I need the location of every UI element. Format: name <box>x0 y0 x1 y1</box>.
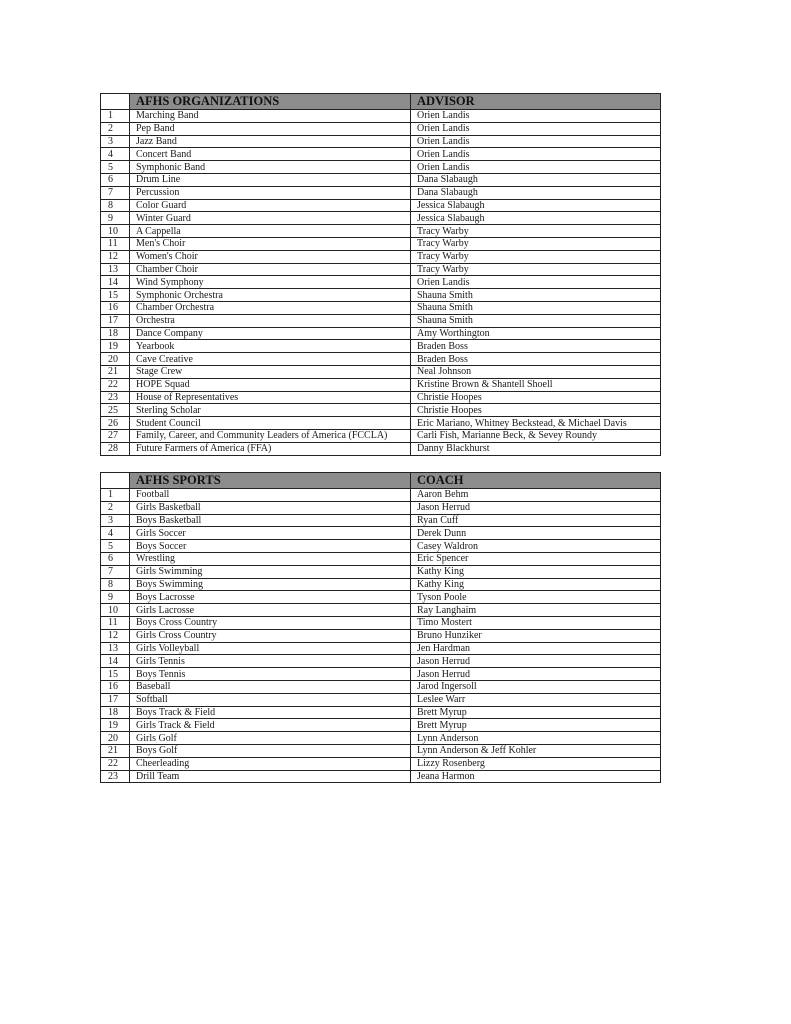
row-person: Tracy Warby <box>411 225 661 238</box>
row-number: 19 <box>101 340 130 353</box>
table-row <box>101 565 661 578</box>
sports-header-title: AFHS SPORTS <box>130 473 411 489</box>
row-number: 22 <box>101 757 130 770</box>
row-person: Neal Johnson <box>411 365 661 378</box>
row-person: Ray Langhaim <box>411 604 661 617</box>
table-row <box>101 365 661 378</box>
row-person: Orien Landis <box>411 148 661 161</box>
row-person: Danny Blackhurst <box>411 442 661 455</box>
row-name: Drum Line <box>130 173 411 186</box>
row-person: Carli Fish, Marianne Beck, & Sevey Roundy <box>411 429 661 442</box>
row-person: Christie Hoopes <box>411 404 661 417</box>
table-row <box>101 148 661 161</box>
row-name: Girls Cross Country <box>130 629 411 642</box>
table-row <box>101 161 661 174</box>
table-row <box>101 353 661 366</box>
table-row <box>101 404 661 417</box>
sports-table <box>100 472 661 783</box>
row-number: 15 <box>101 289 130 302</box>
row-person: Brett Myrup <box>411 706 661 719</box>
row-name: Boys Swimming <box>130 578 411 591</box>
table-row <box>101 527 661 540</box>
row-name: Women's Choir <box>130 250 411 263</box>
row-name: Concert Band <box>130 148 411 161</box>
table-row <box>101 552 661 565</box>
sports-header-row <box>101 473 661 489</box>
row-name: Sterling Scholar <box>130 404 411 417</box>
row-person: Bruno Hunziker <box>411 629 661 642</box>
row-number: 3 <box>101 135 130 148</box>
row-number: 28 <box>101 442 130 455</box>
table-row <box>101 289 661 302</box>
row-person: Kathy King <box>411 565 661 578</box>
row-name: Chamber Choir <box>130 263 411 276</box>
row-person: Eric Mariano, Whitney Beckstead, & Michael Davis <box>411 417 661 430</box>
row-name: Future Farmers of America (FFA) <box>130 442 411 455</box>
row-name: Football <box>130 489 411 502</box>
row-name: Chamber Orchestra <box>130 301 411 314</box>
row-name: Drill Team <box>130 770 411 783</box>
row-number: 13 <box>101 642 130 655</box>
row-name: Family, Career, and Community Leaders of America (FCCLA) <box>130 429 411 442</box>
row-person: Jason Herrud <box>411 668 661 681</box>
row-number: 2 <box>101 122 130 135</box>
table-row <box>101 770 661 783</box>
row-person: Eric Spencer <box>411 552 661 565</box>
table-row <box>101 378 661 391</box>
row-person: Tracy Warby <box>411 250 661 263</box>
table-row <box>101 604 661 617</box>
row-person: Aaron Behm <box>411 489 661 502</box>
row-name: House of Representatives <box>130 391 411 404</box>
row-person: Orien Landis <box>411 276 661 289</box>
row-name: Boys Tennis <box>130 668 411 681</box>
table-row <box>101 250 661 263</box>
row-name: Cave Creative <box>130 353 411 366</box>
row-person: Orien Landis <box>411 122 661 135</box>
table-row <box>101 391 661 404</box>
row-name: Student Council <box>130 417 411 430</box>
row-person: Jessica Slabaugh <box>411 212 661 225</box>
row-number: 7 <box>101 186 130 199</box>
organizations-body <box>101 110 661 456</box>
row-number: 13 <box>101 263 130 276</box>
row-name: Softball <box>130 693 411 706</box>
table-row <box>101 417 661 430</box>
row-name: Girls Tennis <box>130 655 411 668</box>
row-number: 10 <box>101 604 130 617</box>
row-person: Brett Myrup <box>411 719 661 732</box>
table-row <box>101 340 661 353</box>
table-row <box>101 442 661 455</box>
row-name: Girls Soccer <box>130 527 411 540</box>
row-number: 5 <box>101 161 130 174</box>
table-row <box>101 719 661 732</box>
row-person: Kathy King <box>411 578 661 591</box>
row-person: Jason Herrud <box>411 501 661 514</box>
row-number: 10 <box>101 225 130 238</box>
table-row <box>101 655 661 668</box>
table-row <box>101 514 661 527</box>
row-person: Casey Waldron <box>411 540 661 553</box>
organizations-header-advisor: ADVISOR <box>411 94 661 110</box>
table-row <box>101 668 661 681</box>
row-person: Shauna Smith <box>411 301 661 314</box>
table-row <box>101 578 661 591</box>
row-person: Dana Slabaugh <box>411 186 661 199</box>
row-name: Dance Company <box>130 327 411 340</box>
table-row <box>101 693 661 706</box>
row-number: 18 <box>101 706 130 719</box>
row-person: Kristine Brown & Shantell Shoell <box>411 378 661 391</box>
row-number: 5 <box>101 540 130 553</box>
row-person: Dana Slabaugh <box>411 173 661 186</box>
row-person: Jarod Ingersoll <box>411 680 661 693</box>
sports-header-coach: COACH <box>411 473 661 489</box>
row-person: Jason Herrud <box>411 655 661 668</box>
row-name: Marching Band <box>130 110 411 123</box>
row-number: 9 <box>101 212 130 225</box>
row-number: 20 <box>101 353 130 366</box>
row-number: 14 <box>101 276 130 289</box>
row-person: Christie Hoopes <box>411 391 661 404</box>
row-name: Girls Basketball <box>130 501 411 514</box>
row-number: 16 <box>101 301 130 314</box>
table-row <box>101 135 661 148</box>
row-name: Girls Golf <box>130 732 411 745</box>
table-row <box>101 225 661 238</box>
row-number: 21 <box>101 744 130 757</box>
row-number: 22 <box>101 378 130 391</box>
row-number: 1 <box>101 489 130 502</box>
row-name: Boys Track & Field <box>130 706 411 719</box>
row-person: Lynn Anderson <box>411 732 661 745</box>
row-number: 23 <box>101 770 130 783</box>
row-person: Orien Landis <box>411 110 661 123</box>
table-row <box>101 489 661 502</box>
row-person: Shauna Smith <box>411 289 661 302</box>
sports-body <box>101 489 661 783</box>
row-number: 8 <box>101 578 130 591</box>
table-row <box>101 757 661 770</box>
row-number: 17 <box>101 314 130 327</box>
row-name: Wrestling <box>130 552 411 565</box>
row-number: 20 <box>101 732 130 745</box>
row-number: 4 <box>101 148 130 161</box>
table-row <box>101 501 661 514</box>
row-person: Derek Dunn <box>411 527 661 540</box>
row-person: Amy Worthington <box>411 327 661 340</box>
row-number: 23 <box>101 391 130 404</box>
table-row <box>101 629 661 642</box>
row-person: Braden Boss <box>411 340 661 353</box>
table-row <box>101 199 661 212</box>
table-row <box>101 122 661 135</box>
row-name: Orchestra <box>130 314 411 327</box>
row-name: Symphonic Band <box>130 161 411 174</box>
table-row <box>101 186 661 199</box>
row-number: 4 <box>101 527 130 540</box>
row-name: Stage Crew <box>130 365 411 378</box>
row-name: Color Guard <box>130 199 411 212</box>
row-person: Shauna Smith <box>411 314 661 327</box>
row-number: 17 <box>101 693 130 706</box>
table-row <box>101 237 661 250</box>
row-name: Jazz Band <box>130 135 411 148</box>
table-row <box>101 591 661 604</box>
row-number: 25 <box>101 404 130 417</box>
table-row <box>101 540 661 553</box>
row-name: Boys Lacrosse <box>130 591 411 604</box>
row-person: Jen Hardman <box>411 642 661 655</box>
row-number: 9 <box>101 591 130 604</box>
row-number: 11 <box>101 616 130 629</box>
row-name: A Cappella <box>130 225 411 238</box>
row-name: Boys Golf <box>130 744 411 757</box>
row-name: Girls Volleyball <box>130 642 411 655</box>
row-number: 12 <box>101 250 130 263</box>
row-name: HOPE Squad <box>130 378 411 391</box>
sports-header-blank <box>101 473 130 489</box>
row-person: Ryan Cuff <box>411 514 661 527</box>
row-name: Boys Cross Country <box>130 616 411 629</box>
row-person: Tracy Warby <box>411 237 661 250</box>
table-row <box>101 642 661 655</box>
row-number: 1 <box>101 110 130 123</box>
row-number: 16 <box>101 680 130 693</box>
row-number: 26 <box>101 417 130 430</box>
row-name: Girls Swimming <box>130 565 411 578</box>
table-row <box>101 706 661 719</box>
table-row <box>101 212 661 225</box>
organizations-table <box>100 93 661 456</box>
row-person: Jeana Harmon <box>411 770 661 783</box>
row-number: 14 <box>101 655 130 668</box>
table-row <box>101 263 661 276</box>
row-number: 12 <box>101 629 130 642</box>
row-number: 19 <box>101 719 130 732</box>
table-row <box>101 276 661 289</box>
row-name: Yearbook <box>130 340 411 353</box>
row-person: Lynn Anderson & Jeff Kohler <box>411 744 661 757</box>
row-number: 6 <box>101 173 130 186</box>
row-number: 18 <box>101 327 130 340</box>
organizations-header-row <box>101 94 661 110</box>
row-name: Men's Choir <box>130 237 411 250</box>
table-row <box>101 732 661 745</box>
row-number: 27 <box>101 429 130 442</box>
row-number: 7 <box>101 565 130 578</box>
row-person: Tracy Warby <box>411 263 661 276</box>
table-row <box>101 680 661 693</box>
row-person: Jessica Slabaugh <box>411 199 661 212</box>
row-name: Cheerleading <box>130 757 411 770</box>
organizations-header-blank <box>101 94 130 110</box>
table-row <box>101 744 661 757</box>
row-person: Tyson Poole <box>411 591 661 604</box>
row-name: Wind Symphony <box>130 276 411 289</box>
row-person: Orien Landis <box>411 161 661 174</box>
table-row <box>101 429 661 442</box>
row-number: 2 <box>101 501 130 514</box>
row-name: Boys Basketball <box>130 514 411 527</box>
row-person: Leslee Warr <box>411 693 661 706</box>
row-number: 6 <box>101 552 130 565</box>
table-row <box>101 173 661 186</box>
row-person: Lizzy Rosenberg <box>411 757 661 770</box>
row-name: Girls Lacrosse <box>130 604 411 617</box>
table-row <box>101 301 661 314</box>
row-name: Pep Band <box>130 122 411 135</box>
row-number: 11 <box>101 237 130 250</box>
row-person: Braden Boss <box>411 353 661 366</box>
row-name: Girls Track & Field <box>130 719 411 732</box>
row-number: 21 <box>101 365 130 378</box>
row-number: 8 <box>101 199 130 212</box>
row-number: 15 <box>101 668 130 681</box>
organizations-header-title: AFHS ORGANIZATIONS <box>130 94 411 110</box>
row-name: Symphonic Orchestra <box>130 289 411 302</box>
table-row <box>101 110 661 123</box>
table-row <box>101 314 661 327</box>
table-row <box>101 327 661 340</box>
row-person: Timo Mostert <box>411 616 661 629</box>
row-name: Percussion <box>130 186 411 199</box>
table-row <box>101 616 661 629</box>
row-name: Baseball <box>130 680 411 693</box>
row-name: Boys Soccer <box>130 540 411 553</box>
row-number: 3 <box>101 514 130 527</box>
row-person: Orien Landis <box>411 135 661 148</box>
row-name: Winter Guard <box>130 212 411 225</box>
